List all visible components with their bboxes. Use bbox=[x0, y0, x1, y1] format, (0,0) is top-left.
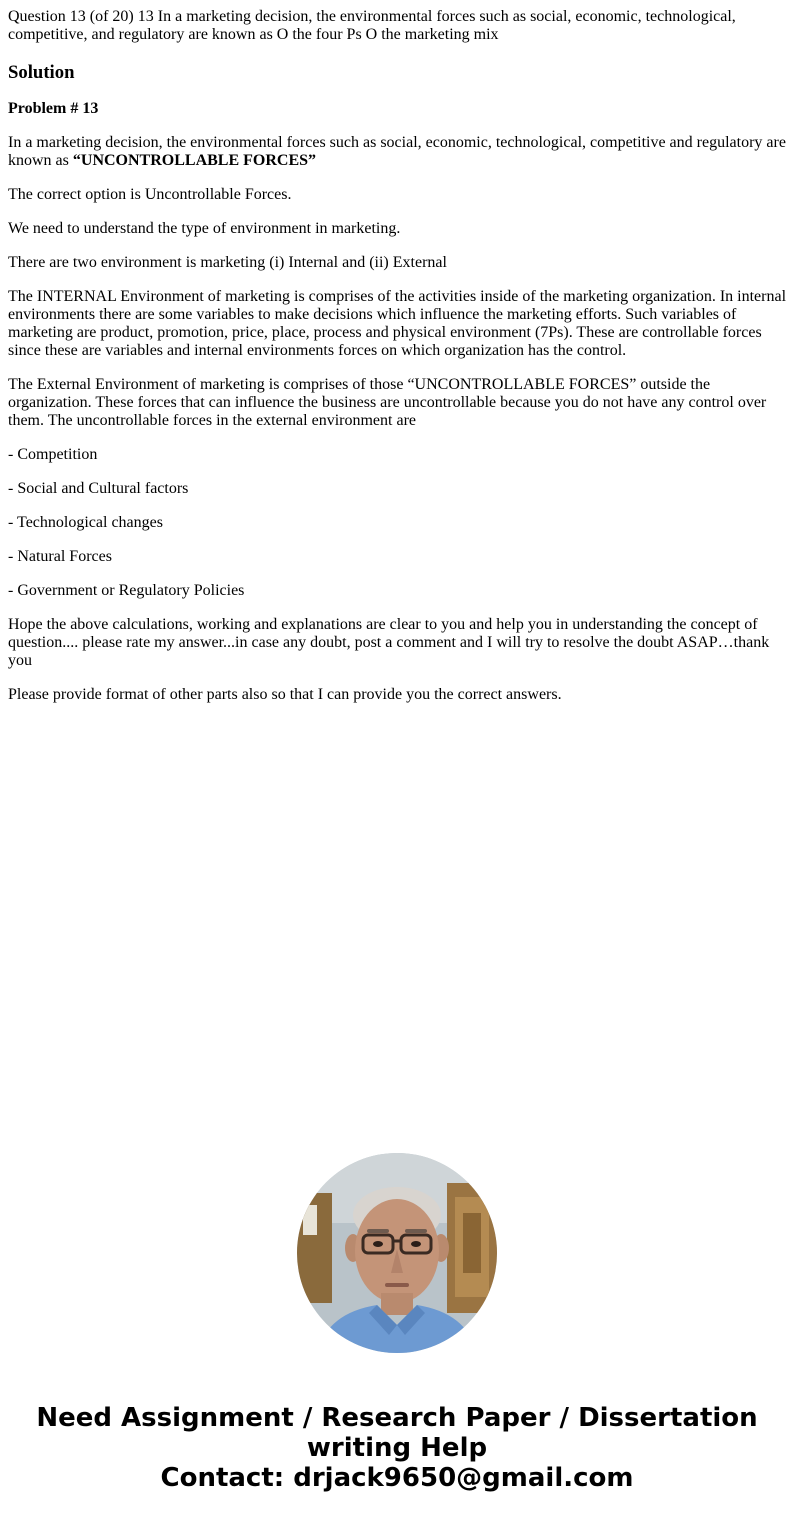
intro-text: In a marketing decision, the environmental forces such as social, economic, technological, competitive and regulatory are known as bbox=[8, 134, 786, 169]
internal-environment-paragraph: The INTERNAL Environment of marketing is comprises of the activities inside of the marketing organization. In internal environments there are some variables to make decisions which influence the marketing efforts. Such variables of marketing are product, promotion, price, place, process and physical environment (7Ps). These are controllable forces since these are variables and internal environments forces on which organization has the control. bbox=[8, 288, 787, 359]
question-text: Question 13 (of 20) 13 In a marketing decision, the environmental forces such as social, economic, technological, competitive, and regulatory are known as O the four Ps O the marketing mix bbox=[8, 8, 736, 43]
tutor-portrait-image bbox=[297, 1153, 497, 1353]
correct-option-paragraph: The correct option is Uncontrollable Forces. bbox=[8, 186, 292, 203]
force-item: - Technological changes bbox=[8, 514, 163, 531]
external-environment-paragraph: The External Environment of marketing is comprises of those “UNCONTROLLABLE FORCES” outside the organization. These forces that can influence the business are uncontrollable because you do not have any control over them. The uncontrollable forces in the external environment are bbox=[8, 376, 767, 429]
document-body bbox=[8, 8, 788, 704]
understand-paragraph: We need to understand the type of environment in marketing. bbox=[8, 220, 401, 237]
intro-answer: “UNCONTROLLABLE FORCES” bbox=[72, 152, 317, 169]
promo-line-1: Need Assignment / Research Paper / Dissertation bbox=[36, 1403, 758, 1433]
promo-banner bbox=[0, 1403, 794, 1493]
force-item: - Natural Forces bbox=[8, 548, 112, 565]
tutor-avatar bbox=[297, 1153, 497, 1353]
force-item: - Government or Regulatory Policies bbox=[8, 582, 245, 599]
solution-heading: Solution bbox=[8, 62, 75, 83]
promo-contact: Contact: drjack9650@gmail.com bbox=[160, 1463, 634, 1493]
format-request-paragraph: Please provide format of other parts also so that I can provide you the correct answers. bbox=[8, 686, 562, 703]
force-item: - Social and Cultural factors bbox=[8, 480, 189, 497]
force-item: - Competition bbox=[8, 446, 98, 463]
intro-paragraph bbox=[8, 134, 788, 170]
problem-heading: Problem # 13 bbox=[8, 100, 99, 117]
two-environments-paragraph: There are two environment is marketing (i) Internal and (ii) External bbox=[8, 254, 447, 271]
promo-line-2: writing Help bbox=[306, 1433, 488, 1463]
closing-paragraph: Hope the above calculations, working and explanations are clear to you and help you in understanding the concept of question.... please rate my answer...in case any doubt, post a comment and I will try to resolve the doubt ASAP…thank you bbox=[8, 616, 770, 669]
